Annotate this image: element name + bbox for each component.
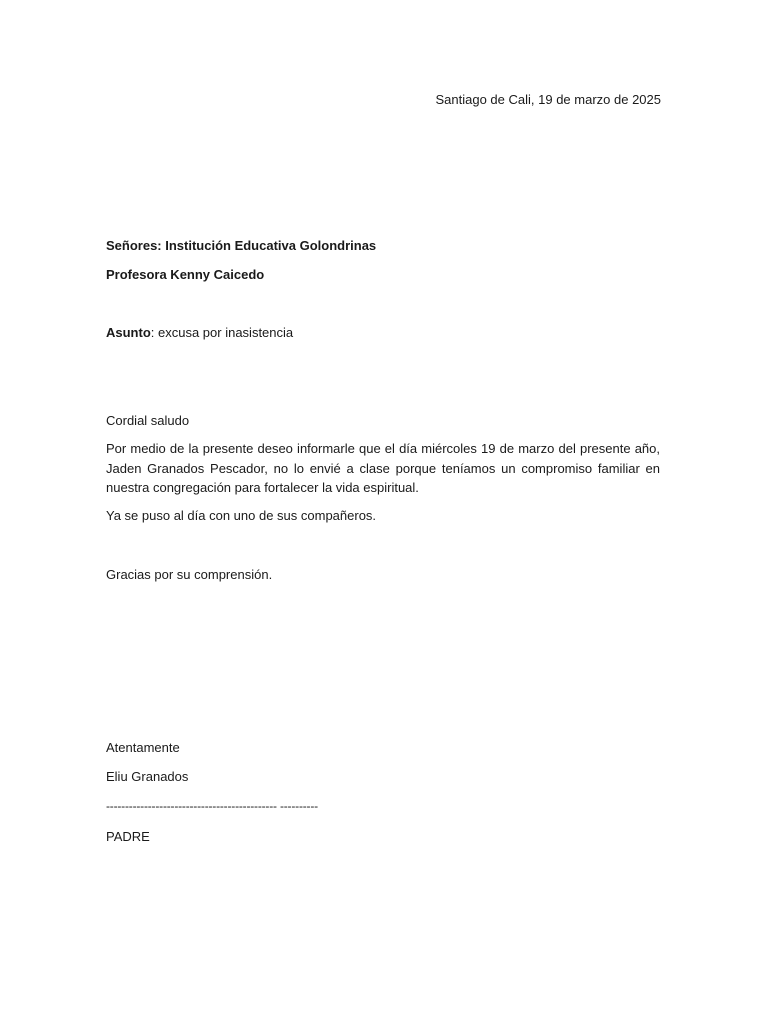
signature-line: --------------------------------------------- ---------- — [106, 799, 318, 813]
body-paragraph-1: Por medio de la presente deseo informarle que el día miércoles 19 de marzo del presente año, Jaden Granados Pescador, no lo envié a clase porque teníamos un compromiso familiar en nuestra congregación para fortalecer la vida espiritual. — [106, 441, 660, 495]
signer-role: PADRE — [106, 829, 150, 844]
thanks-line: Gracias por su comprensión. — [106, 567, 273, 582]
place-date: Santiago de Cali, 19 de marzo de 2025 — [435, 92, 661, 107]
body-paragraph-2: Ya se puso al día con uno de sus compañeros. — [106, 508, 377, 523]
recipient-teacher: Profesora Kenny Caicedo — [106, 267, 265, 282]
signer-name: Eliu Granados — [106, 769, 189, 784]
greeting: Cordial saludo — [106, 413, 190, 428]
subject-text: : excusa por inasistencia — [150, 325, 294, 340]
subject-line — [106, 324, 293, 342]
closing: Atentamente — [106, 740, 180, 755]
subject-label: Asunto — [106, 325, 151, 340]
recipient-institution: Señores: Institución Educativa Golondrinas — [106, 238, 377, 253]
